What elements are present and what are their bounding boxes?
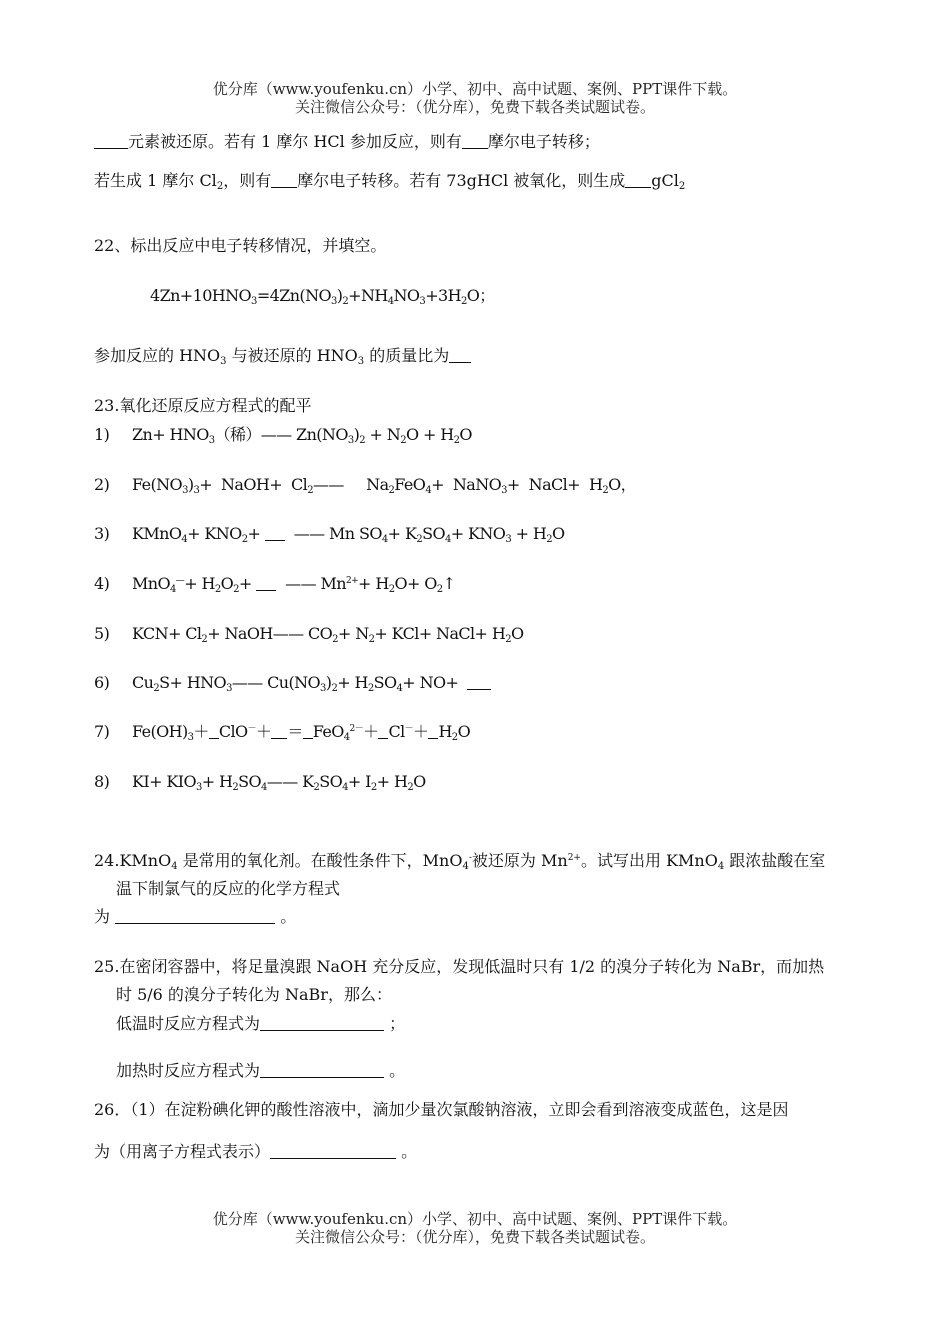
- answer-blank[interactable]: [378, 722, 388, 739]
- q24-line-1: 24.KMnO$_4$ 是常用的氧化剂。在酸性条件下，MnO$_4$-被还原为 $Mn^{2+}$。试写出用 KMnO$_4$ 跟浓盐酸在室: [94, 851, 826, 872]
- answer-blank[interactable]: [303, 722, 313, 739]
- answer-blank[interactable]: [428, 722, 438, 739]
- answer-blank[interactable]: [260, 1014, 384, 1031]
- q25-line-2: 时 5/6 的溴分子转化为 NaBr，那么：: [116, 985, 392, 1004]
- answer-blank[interactable]: [270, 1142, 396, 1159]
- q26-line-2: 为（用离子方程式表示） 。: [94, 1142, 418, 1161]
- answer-blank[interactable]: [265, 524, 285, 541]
- header-line-1: 优分库（www.youfenku.cn）小学、初中、高中试题、案例、PPT课件下载。: [212, 80, 738, 98]
- q21-line-1: 元素被还原。若有 1 摩尔 HCl 参加反应，则有 摩尔电子转移；: [94, 131, 600, 153]
- answer-blank[interactable]: [625, 171, 651, 188]
- answer-blank[interactable]: [449, 346, 471, 363]
- q22-title: 22、标出反应中电子转移情况，并填空。: [94, 236, 387, 255]
- answer-blank[interactable]: [256, 574, 276, 591]
- answer-blank[interactable]: [467, 673, 491, 690]
- q23-item-1: 1) $Zn+ HNO_3$（稀）—— $Zn(NO_3)_2 + N_2O + H_2O$: [94, 425, 472, 446]
- footer-line-1: 优分库（www.youfenku.cn）小学、初中、高中试题、案例、PPT课件下载。: [212, 1210, 738, 1228]
- page-header: [0, 80, 950, 116]
- q22-equation: $4Zn+10HNO_3=4Zn(NO_3)_2+NH_4NO_3+3H_2O$；: [150, 286, 495, 307]
- q24-line-3: 为 。: [94, 907, 297, 926]
- q23-item-4: 4) $MnO_4^—+ H_2O_2+$ —— $Mn^{2+}+ H_2O+$ $O_2↑$: [94, 574, 456, 595]
- footer-line-2: 关注微信公众号：（优分库），免费下载各类试题试卷。: [294, 1228, 655, 1246]
- q23-item-5: 5) $KCN+ Cl_2+$ NaOH—— $CO_2+ N_2+ KCl+$ NaCl+ $H_2O$: [94, 624, 524, 645]
- q25-line-3: 低温时反应方程式为 ；: [116, 1014, 406, 1033]
- q23-item-3: 3) KMnO$_4$+ $KNO_2+$ —— Mn $SO_4+ K_2SO_4+ KNO_3 + H_2O$: [94, 524, 565, 545]
- q21-line-2: 若生成 1 摩尔 $Cl_2$，则有 摩尔电子转移。若有 73gHCl 被氧化，则生成 gCl$_2$: [94, 171, 686, 192]
- q23-title: 23.氧化还原反应方程式的配平: [94, 396, 312, 415]
- q24-line-2: 温下制氯气的反应的化学方程式: [116, 879, 341, 898]
- header-line-2: 关注微信公众号：（优分库），免费下载各类试题试卷。: [294, 98, 655, 116]
- q23-item-8: 8) $KI+ KIO_3+$ $H_2SO_4——$ $K_2SO_4+ I_2+ H_2O$: [94, 772, 426, 793]
- answer-blank[interactable]: [260, 1061, 384, 1078]
- q26-line-1: 26．（1）在淀粉碘化钾的酸性溶液中，滴加少量次氯酸钠溶液，立即会看到溶液变成蓝色，这是因: [94, 1100, 789, 1119]
- q23-item-2: 2) $Fe(NO_3)_3+$ NaOH+ $Cl_2——$ $Na_2FeO_4+$ NaNO$_3$+ NaCl+ $H_2O$，: [94, 475, 636, 496]
- q23-item-6: 6) $Cu_2S+$ $HNO_3——$ $Cu(NO_3)_2+ H_2SO_4+ NO+$: [94, 672, 491, 694]
- answer-blank[interactable]: [94, 132, 128, 149]
- answer-blank[interactable]: [271, 171, 297, 188]
- answer-blank[interactable]: [462, 132, 488, 149]
- answer-blank[interactable]: [115, 907, 275, 924]
- q22-question: 参加反应的 $HNO_3$ 与被还原的 $HNO_3$ 的质量比为: [94, 345, 471, 367]
- q23-item-7: 7) $Fe(OH)_3+ ClO^-+ = FeO_4^{2-}+ Cl^-+ H_2O$: [94, 722, 471, 743]
- page-footer: [0, 1210, 950, 1246]
- q25-line-4: 加热时反应方程式为 。: [116, 1061, 406, 1080]
- q25-line-1: 25.在密闭容器中，将足量溴跟 NaOH 充分反应，发现低温时只有 1/2 的溴分子转化为 NaBr，而加热: [94, 957, 825, 976]
- answer-blank[interactable]: [271, 722, 287, 739]
- answer-blank[interactable]: [209, 722, 219, 739]
